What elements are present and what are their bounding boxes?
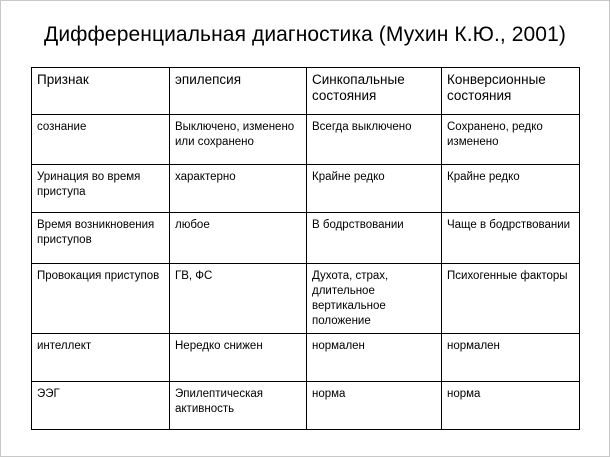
table-cell: Провокация приступов: [32, 264, 170, 334]
table-cell: норма: [442, 382, 580, 430]
table-cell: Нередко снижен: [170, 334, 307, 382]
table-cell: Крайне редко: [307, 165, 442, 213]
header-cell-epilepsy: эпилепсия: [170, 68, 307, 115]
table-cell: Крайне редко: [442, 165, 580, 213]
table-cell: Всегда выключено: [307, 115, 442, 165]
table-row: [32, 213, 580, 264]
table-cell: Выключено, изменено или сохранено: [170, 115, 307, 165]
table-row: [32, 165, 580, 213]
table-cell: нормален: [442, 334, 580, 382]
table-row: [32, 382, 580, 430]
table-cell: Сохранено, редко изменено: [442, 115, 580, 165]
table-cell: Чаще в бодрствовании: [442, 213, 580, 264]
table-cell: Духота, страх, длительное вертикальное положение: [307, 264, 442, 334]
table-header-row: [32, 68, 580, 115]
table-cell: Эпилептическая активность: [170, 382, 307, 430]
table-cell: нормален: [307, 334, 442, 382]
table-cell: интеллект: [32, 334, 170, 382]
table-cell: характерно: [170, 165, 307, 213]
table-row: [32, 264, 580, 334]
table-cell: ГВ, ФС: [170, 264, 307, 334]
table-cell: В бодрствовании: [307, 213, 442, 264]
header-cell-sign: Признак: [32, 68, 170, 115]
table-cell: Уринация во время приступа: [32, 165, 170, 213]
page-title: Дифференциальная диагностика (Мухин К.Ю., 2001): [44, 23, 566, 46]
table-cell: ЭЭГ: [32, 382, 170, 430]
table-cell: Психогенные факторы: [442, 264, 580, 334]
table-row: [32, 334, 580, 382]
table-cell: любое: [170, 213, 307, 264]
table-cell: Время возникновения приступов: [32, 213, 170, 264]
header-cell-syncope: Синкопальные состояния: [307, 68, 442, 115]
header-cell-conversion: Конверсионные состояния: [442, 68, 580, 115]
table-row: [32, 115, 580, 165]
table-cell: сознание: [32, 115, 170, 165]
differential-diagnosis-table: [31, 67, 580, 430]
table-cell: норма: [307, 382, 442, 430]
